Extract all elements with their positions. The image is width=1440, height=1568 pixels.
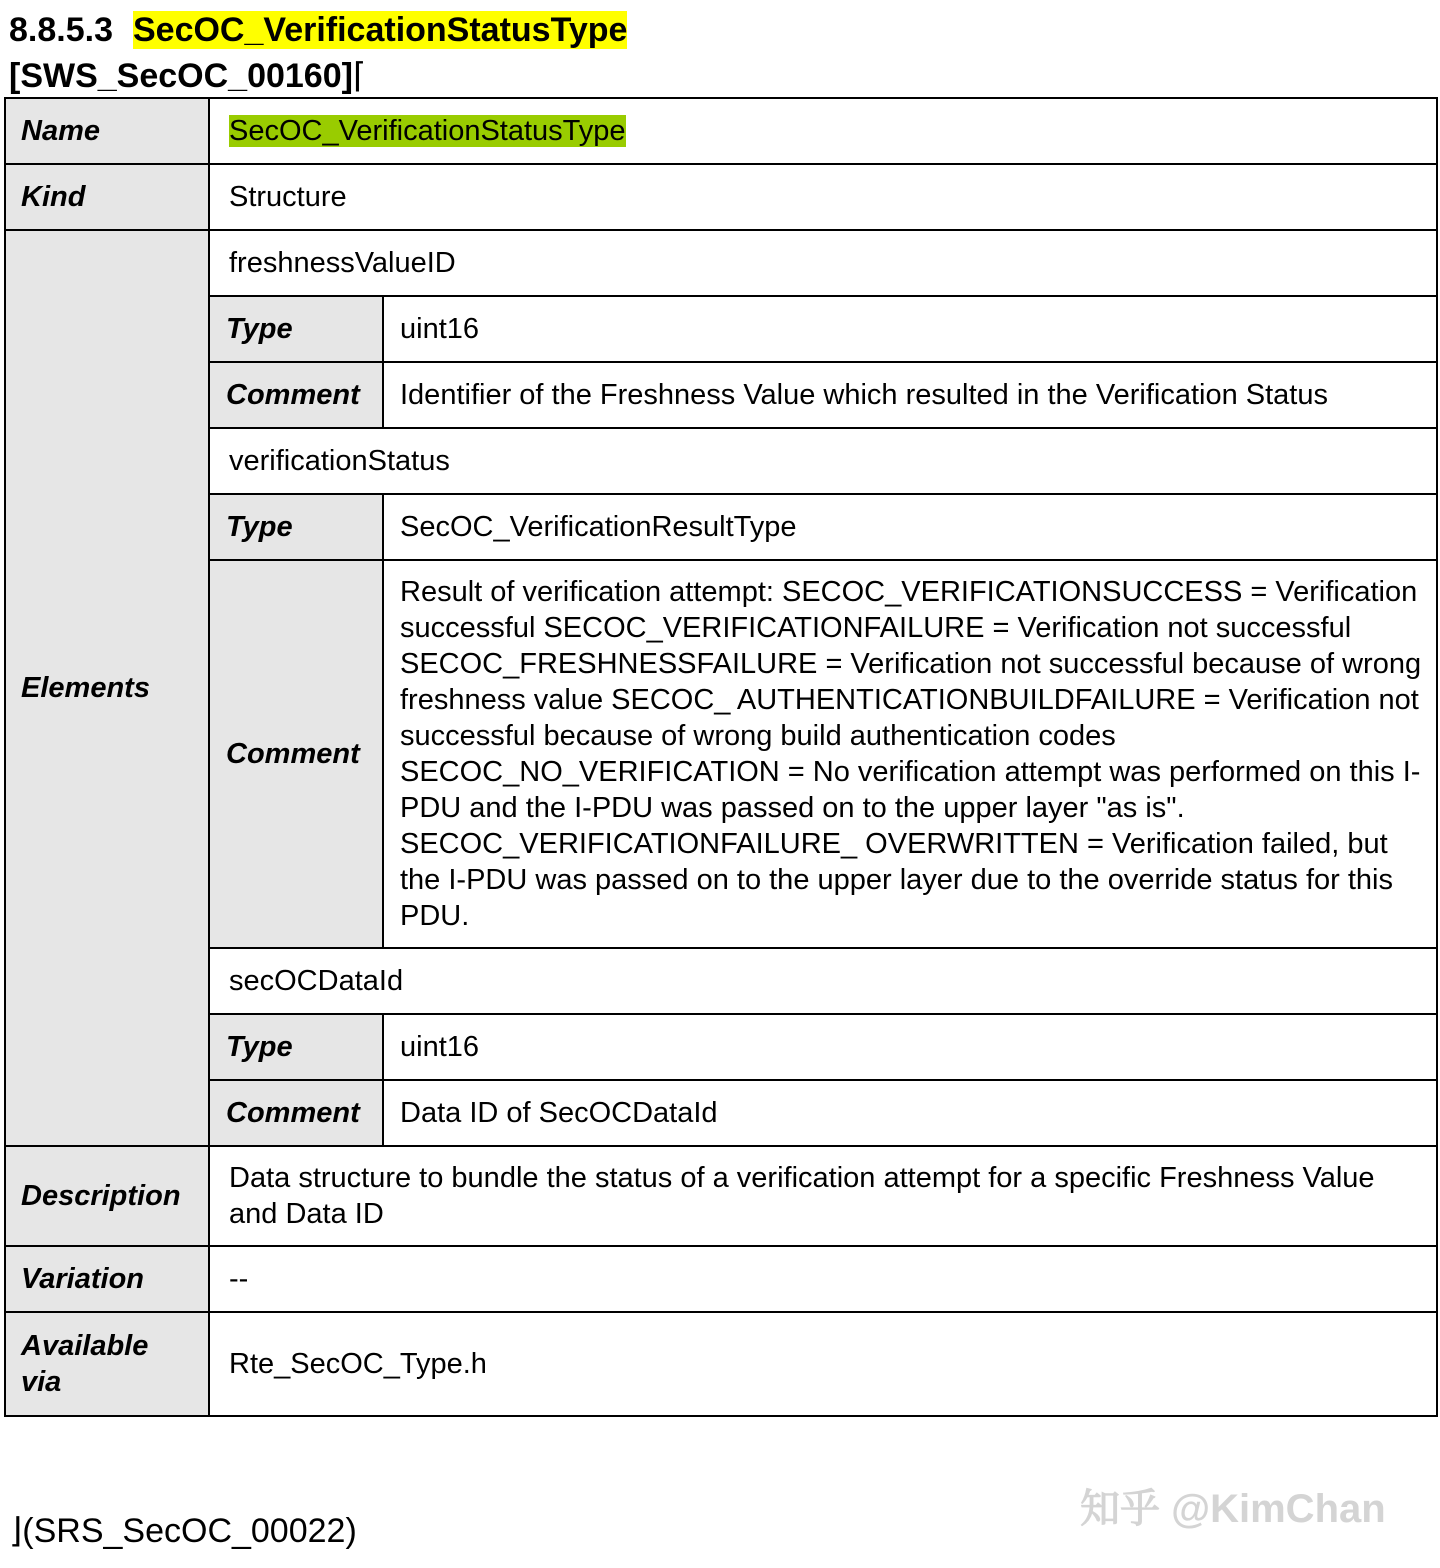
element-type-row [5,1014,1437,1080]
type-spec-table [4,97,1438,1417]
description-value: Data structure to bundle the status of a verification attempt for a specific Freshness Value and Data ID [209,1146,1437,1246]
row-name [5,98,1437,164]
element-comment-label: Comment [209,1080,383,1146]
element-name-row [5,948,1437,1014]
kind-label: Kind [5,164,209,230]
element-type-row [5,494,1437,560]
element-type-label: Type [209,296,383,362]
row-variation [5,1246,1437,1312]
kind-value: Structure [209,164,1437,230]
available-value: Rte_SecOC_Type.h [209,1312,1437,1416]
element-comment-value: Data ID of SecOCDataId [383,1080,1437,1146]
name-label: Name [5,98,209,164]
element-comment-row [5,362,1437,428]
element-name: freshnessValueID [209,230,1437,296]
section-title: SecOC_VerificationStatusType [132,11,628,49]
element-name: secOCDataId [209,948,1437,1014]
requirement-id [9,56,366,96]
requirement-open-mark: ⌈ [352,57,367,95]
elements-label: Elements [5,230,209,1146]
element-comment-label: Comment [209,560,383,948]
element-type-row [5,296,1437,362]
watermark: 知乎 @KimChan [1080,1487,1386,1531]
description-label: Description [5,1146,209,1246]
trace-reference: (SRS_SecOC_00022) [22,1512,357,1550]
name-value-cell [209,98,1437,164]
variation-label: Variation [5,1246,209,1312]
element-name: verificationStatus [209,428,1437,494]
row-description [5,1146,1437,1246]
element-comment-value: Identifier of the Freshness Value which resulted in the Verification Status [383,362,1437,428]
trace-footer [9,1510,357,1552]
row-kind [5,164,1437,230]
element-name-row [5,230,1437,296]
element-comment-value: Result of verification attempt: SECOC_VERIFICATIONSUCCESS = Verification successful SECOC_VERIFICATIONFAILURE = Verification not successful SECOC_FRESHNESSFAILURE = Verification not successful because of wrong freshness value SECOC_ AUTHENTICATIONBUILDFAILURE = Verification not successful because of wrong build authentication codes SECOC_NO_VERIFICATION = No verification attempt was performed on this I-PDU and the I-PDU was passed on to the upper layer "as is". SECOC_VERIFICATIONFAILURE_ OVERWRITTEN = Verification failed, but the I-PDU was passed on to the upper layer due to the override status for this PDU. [383,560,1437,948]
element-comment-row [5,1080,1437,1146]
available-label: Available via [5,1312,209,1416]
requirement-id-text: [SWS_SecOC_00160] [9,57,353,95]
element-comment-label: Comment [209,362,383,428]
variation-value: -- [209,1246,1437,1312]
element-type-label: Type [209,494,383,560]
section-heading [9,10,627,50]
element-name-row [5,428,1437,494]
element-type-value: uint16 [383,1014,1437,1080]
element-type-value: SecOC_VerificationResultType [383,494,1437,560]
requirement-close-mark: ⌋ [9,1512,23,1550]
row-available-via [5,1312,1437,1416]
element-comment-row [5,560,1437,948]
element-type-value: uint16 [383,296,1437,362]
section-number: 8.8.5.3 [9,11,113,49]
element-type-label: Type [209,1014,383,1080]
name-value: SecOC_VerificationStatusType [229,115,626,147]
